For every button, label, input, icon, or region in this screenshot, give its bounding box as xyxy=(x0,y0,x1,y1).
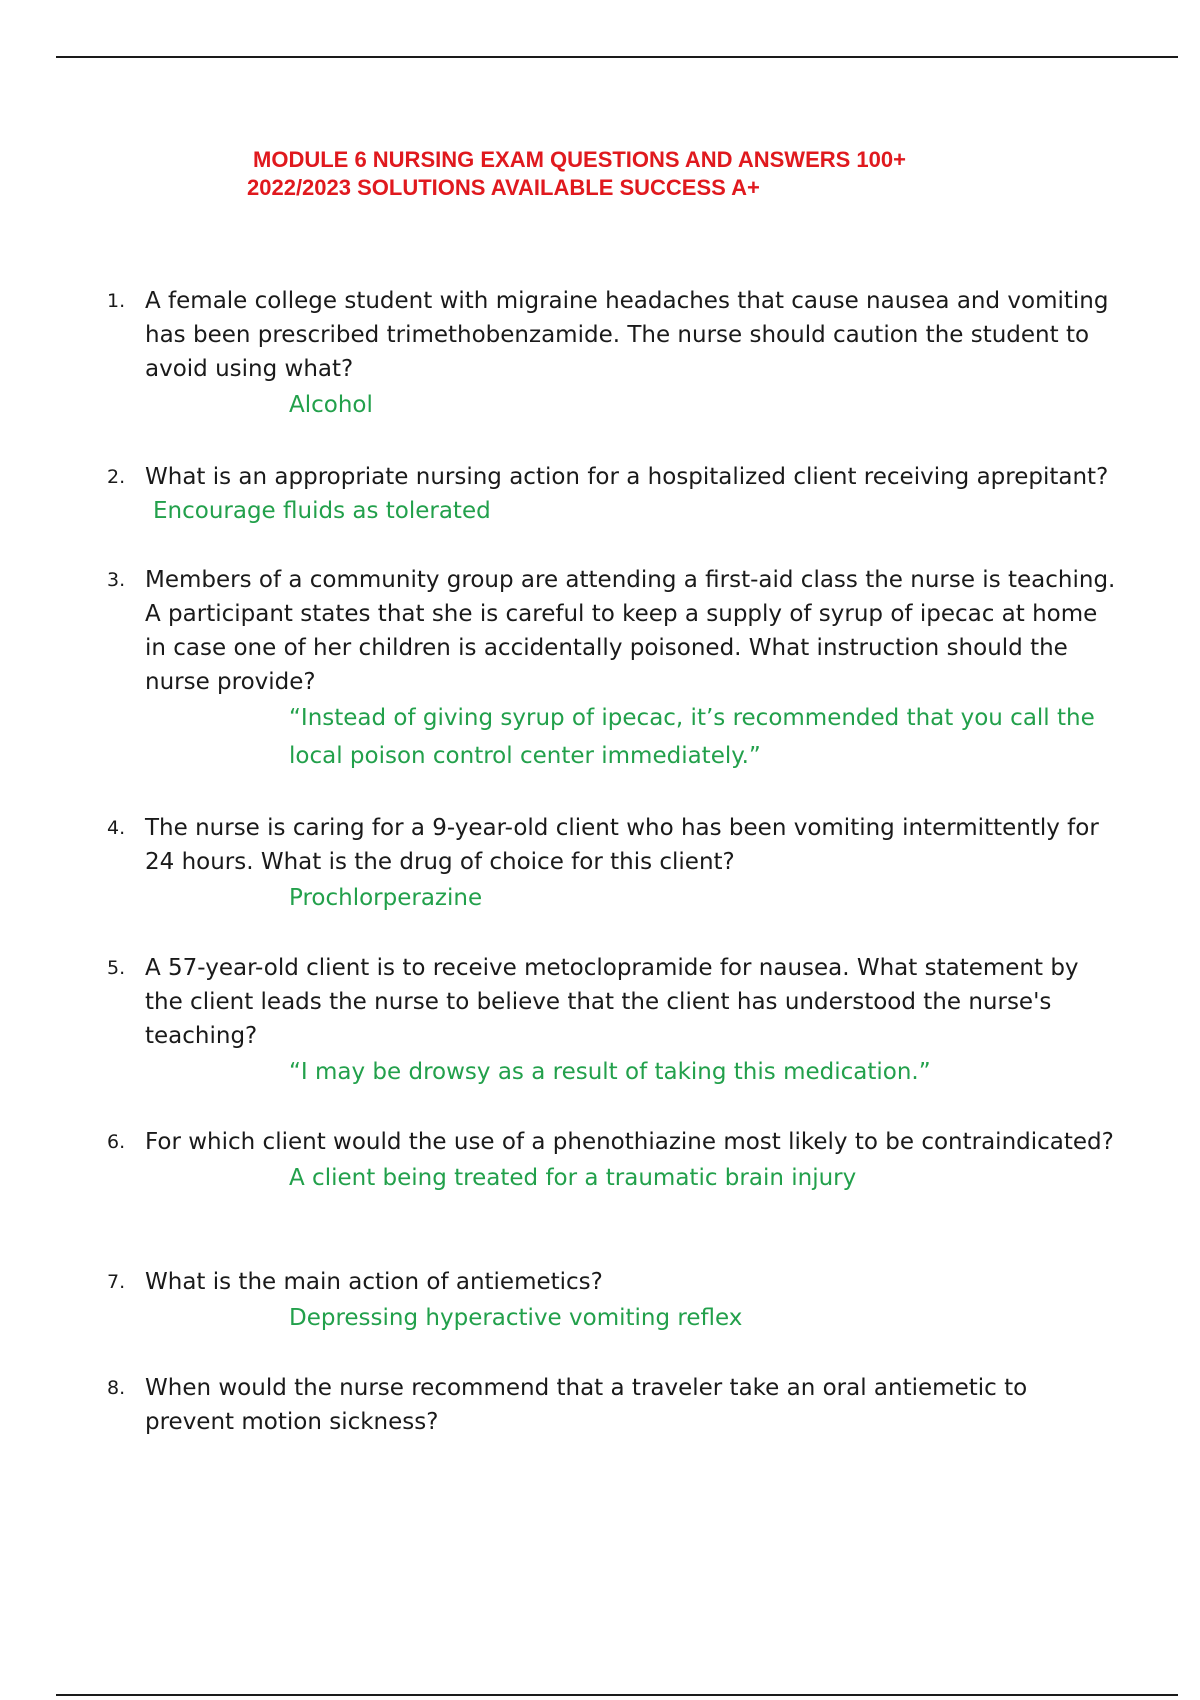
question-text: When would the nurse recommend that a traveler take an oral antiemetic to prevent motion sickness? xyxy=(145,1375,1028,1435)
title-line-2: 2022/2023 SOLUTIONS AVAILABLE SUCCESS A+ xyxy=(247,175,760,200)
question-number: 5. xyxy=(107,957,126,979)
answer-text: Encourage fluids as tolerated xyxy=(153,498,491,524)
question-text: For which client would the use of a phenothiazine most likely to be contraindicated? xyxy=(145,1129,1114,1155)
question-number: 8. xyxy=(107,1377,126,1399)
title-line-1: MODULE 6 NURSING EXAM QUESTIONS AND ANSWERS 100+ xyxy=(253,147,906,172)
question-item xyxy=(0,951,1200,1091)
answer-text: Prochlorperazine xyxy=(289,885,483,911)
document-title xyxy=(0,146,1200,202)
question-text: What is an appropriate nursing action for a hospitalized client receiving aprepitant? xyxy=(145,464,1109,490)
question-text: The nurse is caring for a 9-year-old client who has been vomiting intermittently for 24 hours. What is the drug of choice for this client? xyxy=(145,815,1099,875)
question-number: 7. xyxy=(107,1271,126,1293)
bottom-rule xyxy=(56,1694,1178,1696)
question-number: 4. xyxy=(107,817,126,839)
question-text: What is the main action of antiemetics? xyxy=(145,1269,603,1295)
question-item xyxy=(0,563,1200,775)
question-item xyxy=(0,460,1200,528)
question-text: A female college student with migraine headaches that cause nausea and vomiting has been prescribed trimethobenzamide. The nurse should caution the student to avoid using what? xyxy=(145,288,1109,382)
answer-text: Depressing hyperactive vomiting reflex xyxy=(289,1305,743,1331)
answer-text: “I may be drowsy as a result of taking this medication.” xyxy=(289,1059,931,1085)
answer-text: “Instead of giving syrup of ipecac, it’s recommended that you call the local poison control center immediately.” xyxy=(289,705,1095,769)
question-text: A 57-year-old client is to receive metoclopramide for nausea. What statement by the client leads the nurse to believe that the client has understood the nurse's teaching? xyxy=(145,955,1079,1049)
question-item xyxy=(0,811,1200,917)
question-number: 6. xyxy=(107,1131,126,1153)
answer-text: Alcohol xyxy=(289,392,373,418)
top-rule xyxy=(56,56,1178,58)
question-item xyxy=(0,1265,1200,1337)
question-text: Members of a community group are attending a first-aid class the nurse is teaching. A participant states that she is careful to keep a supply of syrup of ipecac at home in case one of her children is accidentally poisoned. What instruction should the nurse provide? xyxy=(145,567,1116,695)
question-item xyxy=(0,284,1200,424)
question-item xyxy=(0,1125,1200,1197)
question-item xyxy=(0,1371,1200,1439)
question-number: 1. xyxy=(107,290,126,312)
question-number: 2. xyxy=(107,466,126,488)
question-number: 3. xyxy=(107,569,126,591)
answer-text: A client being treated for a traumatic brain injury xyxy=(289,1165,857,1191)
